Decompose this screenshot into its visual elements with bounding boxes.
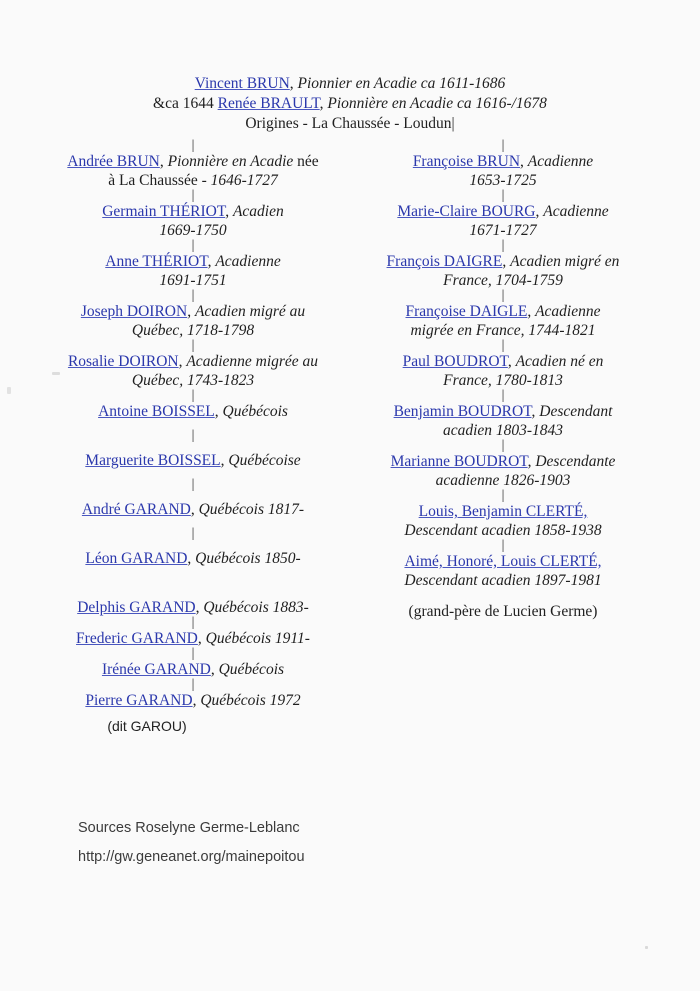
description-text: migrée en France, 1744-1821 xyxy=(410,322,596,339)
plain-text: , xyxy=(214,403,223,420)
person-name-link[interactable]: Marie-Claire BOURG xyxy=(397,203,536,220)
description-text: Québécois xyxy=(222,403,288,420)
description-text: 1653-1725 xyxy=(469,172,537,189)
description-text: Québécois 1972 xyxy=(200,692,301,709)
entry-line xyxy=(348,402,658,421)
tree-entry xyxy=(38,549,348,568)
description-text: France, 1704-1759 xyxy=(443,272,563,289)
plain-text: , xyxy=(502,253,511,270)
document-header xyxy=(0,74,700,134)
tree-entry xyxy=(38,302,348,340)
description-text: acadien 1803-1843 xyxy=(442,422,564,439)
description-text: Descendant acadien 1897-1981 xyxy=(404,572,602,589)
person-name-link[interactable]: Vincent BRUN xyxy=(194,75,290,92)
person-name-link[interactable]: Irénée GARAND xyxy=(101,661,211,678)
plain-text: , xyxy=(220,452,229,469)
person-name-link[interactable]: Germain THÉRIOT xyxy=(102,203,226,220)
entry-line xyxy=(348,152,658,171)
person-name-link[interactable]: Pierre GARAND xyxy=(85,692,193,709)
description-text: Acadien xyxy=(232,203,284,220)
tree-entry xyxy=(38,402,348,421)
description-text: 1671-1727 xyxy=(469,222,537,239)
plain-text: , xyxy=(195,599,204,616)
tree-entry xyxy=(348,302,658,340)
plain-text: , xyxy=(531,403,540,420)
plain-text: née xyxy=(293,153,319,170)
connector-pipe: | xyxy=(191,677,195,692)
person-name-link[interactable]: Andrée BRUN xyxy=(67,153,160,170)
description-text: Québécois 1817- xyxy=(198,501,305,518)
description-text: Descendant xyxy=(539,403,613,420)
description-text: Québécois xyxy=(218,661,285,678)
person-name-link[interactable]: Joseph DOIRON xyxy=(80,303,188,320)
description-text: France, 1780-1813 xyxy=(443,372,563,389)
entry-line xyxy=(348,502,658,521)
person-name-link[interactable]: Benjamin BOUDROT xyxy=(393,403,532,420)
tree-entry xyxy=(38,152,348,190)
description-text: Québécoise xyxy=(228,452,301,469)
person-name-link[interactable]: Rosalie DOIRON xyxy=(67,353,179,370)
description-text: Acadien migré au xyxy=(194,303,306,320)
entry-line xyxy=(38,152,348,171)
person-name-link[interactable]: Marianne BOUDROT xyxy=(390,453,528,470)
description-text: Pionnier en Acadie ca 1611-1686 xyxy=(297,75,506,92)
description-text: Pionnière en Acadie xyxy=(167,153,294,170)
connector-pipe: | xyxy=(191,646,195,661)
tree-entry xyxy=(348,402,658,440)
tree-entry xyxy=(348,152,658,190)
tree-entry xyxy=(348,452,658,490)
connector-pipe: | xyxy=(501,288,505,303)
note-dit-garou: (dit GAROU) xyxy=(107,718,187,734)
connector-pipe: | xyxy=(191,238,195,253)
scan-speck xyxy=(52,372,60,375)
scan-speck xyxy=(645,946,648,949)
connector-pipe: | xyxy=(501,338,505,353)
tree-entry xyxy=(348,502,658,540)
tree-entry xyxy=(348,252,658,290)
description-text: Québec, 1718-1798 xyxy=(131,322,255,339)
entry-line xyxy=(38,691,348,710)
entry-line xyxy=(348,452,658,471)
person-name-link[interactable]: Renée BRAULT xyxy=(217,95,320,112)
plain-text: à La Chaussée - xyxy=(108,172,211,189)
plain-text: , xyxy=(192,692,201,709)
connector-pipe: | xyxy=(191,138,195,153)
entry-line xyxy=(38,302,348,321)
entry-line xyxy=(348,302,658,321)
plain-text: , xyxy=(535,203,544,220)
description-text: Acadienne xyxy=(215,253,281,270)
description-text: 1669-1750 xyxy=(159,222,227,239)
description-text: Québécois 1911- xyxy=(205,630,310,647)
plain-text: Origines - La Chaussée - Loudun| xyxy=(245,115,455,132)
entry-line xyxy=(348,252,658,271)
description-text: Acadienne xyxy=(535,303,601,320)
connector-pipe: | xyxy=(501,488,505,503)
person-name-link[interactable]: François DAIGRE xyxy=(386,253,503,270)
connector-pipe: | xyxy=(191,428,195,443)
entry-line xyxy=(38,402,348,421)
description-text: 1691-1751 xyxy=(159,272,227,289)
sources-credit: Sources Roselyne Germe-Leblanc xyxy=(78,820,300,836)
entry-line xyxy=(348,571,658,590)
person-name-link[interactable]: Aimé, Honoré, Louis CLERTÉ, xyxy=(404,553,602,570)
tree-entry xyxy=(38,500,348,519)
plain-text: , xyxy=(319,95,328,112)
tree-entry xyxy=(38,252,348,290)
connector-pipe: | xyxy=(191,338,195,353)
plain-text: , xyxy=(520,153,528,170)
plain-text: , xyxy=(289,75,298,92)
description-text: Descendant acadien 1858-1938 xyxy=(404,522,602,539)
person-name-link[interactable]: Paul BOUDROT xyxy=(402,353,508,370)
plain-text: , xyxy=(187,550,196,567)
sources-footer xyxy=(78,818,305,867)
tree-entry xyxy=(38,202,348,240)
plain-text: , xyxy=(527,303,536,320)
connector-pipe: | xyxy=(191,188,195,203)
tree-entry xyxy=(348,352,658,390)
entry-line xyxy=(38,500,348,519)
description-text: Québécois 1883- xyxy=(203,599,309,616)
description-text: Pionnière en Acadie ca 1616-/1678 xyxy=(327,95,547,112)
connector-pipe: | xyxy=(501,188,505,203)
description-text: Québec, 1743-1823 xyxy=(131,372,255,389)
person-name-link[interactable]: Delphis GARAND xyxy=(77,599,196,616)
person-name-link[interactable]: André GARAND xyxy=(81,501,191,518)
description-text: 1646-1727 xyxy=(210,172,278,189)
connector-pipe: | xyxy=(191,526,195,541)
ancestry-column-right xyxy=(348,140,658,621)
plain-text: , xyxy=(225,203,233,220)
tree-entry xyxy=(38,691,348,710)
connector-pipe: | xyxy=(501,138,505,153)
entry-line xyxy=(348,552,658,571)
description-text: Québécois 1850- xyxy=(195,550,301,567)
person-name-link[interactable]: Anne THÉRIOT xyxy=(105,253,208,270)
person-name-link[interactable]: Léon GARAND xyxy=(85,550,188,567)
note-grandpere: (grand-père de Lucien Germe) xyxy=(408,603,598,620)
header-line-3 xyxy=(0,114,700,134)
description-text: acadienne 1826-1903 xyxy=(435,472,571,489)
scan-speck xyxy=(7,387,11,394)
plain-text: , xyxy=(178,353,187,370)
description-text: Acadienne migrée au xyxy=(186,353,319,370)
plain-text: , xyxy=(527,453,536,470)
person-name-link[interactable]: Marguerite BOISSEL xyxy=(85,452,221,469)
connector-pipe: | xyxy=(191,477,195,492)
connector-pipe: | xyxy=(501,438,505,453)
plain-text: , xyxy=(207,253,216,270)
description-text: Descendante xyxy=(535,453,616,470)
person-name-link[interactable]: Frederic GARAND xyxy=(76,630,198,647)
tree-entry xyxy=(38,451,348,470)
description-text: Acadienne xyxy=(527,153,594,170)
connector-pipe: | xyxy=(191,288,195,303)
entry-line xyxy=(38,549,348,568)
person-name-link[interactable]: Louis, Benjamin CLERTÉ, xyxy=(418,503,588,520)
description-text: Acadien né en xyxy=(515,353,604,370)
source-url: http://gw.geneanet.org/mainepoitou xyxy=(78,849,305,865)
plain-text: , xyxy=(159,153,168,170)
plain-text: , xyxy=(507,353,516,370)
ancestry-column-left xyxy=(38,140,348,734)
connector-pipe: | xyxy=(501,238,505,253)
tree-entry xyxy=(348,202,658,240)
header-line-2 xyxy=(0,94,700,114)
connector-pipe: | xyxy=(501,538,505,553)
entry-line xyxy=(348,352,658,371)
person-name-link[interactable]: Antoine BOISSEL xyxy=(98,403,215,420)
person-name-link[interactable]: Françoise BRUN xyxy=(412,153,521,170)
plain-text: &ca 1644 xyxy=(153,95,218,112)
person-name-link[interactable]: Françoise DAIGLE xyxy=(405,303,528,320)
entry-line xyxy=(348,202,658,221)
description-text: Acadien migré en xyxy=(510,253,620,270)
tree-entry xyxy=(38,352,348,390)
entry-line xyxy=(38,451,348,470)
plain-text: , xyxy=(190,501,199,518)
tree-entry xyxy=(348,552,658,590)
header-line-1 xyxy=(0,74,700,94)
connector-pipe: | xyxy=(191,388,195,403)
entry-line xyxy=(38,202,348,221)
connector-pipe: | xyxy=(501,388,505,403)
entry-line xyxy=(38,252,348,271)
plain-text: , xyxy=(210,661,219,678)
plain-text: , xyxy=(197,630,206,647)
description-text: Acadienne xyxy=(543,203,609,220)
connector-pipe: | xyxy=(191,615,195,630)
entry-line xyxy=(38,352,348,371)
plain-text: , xyxy=(187,303,195,320)
